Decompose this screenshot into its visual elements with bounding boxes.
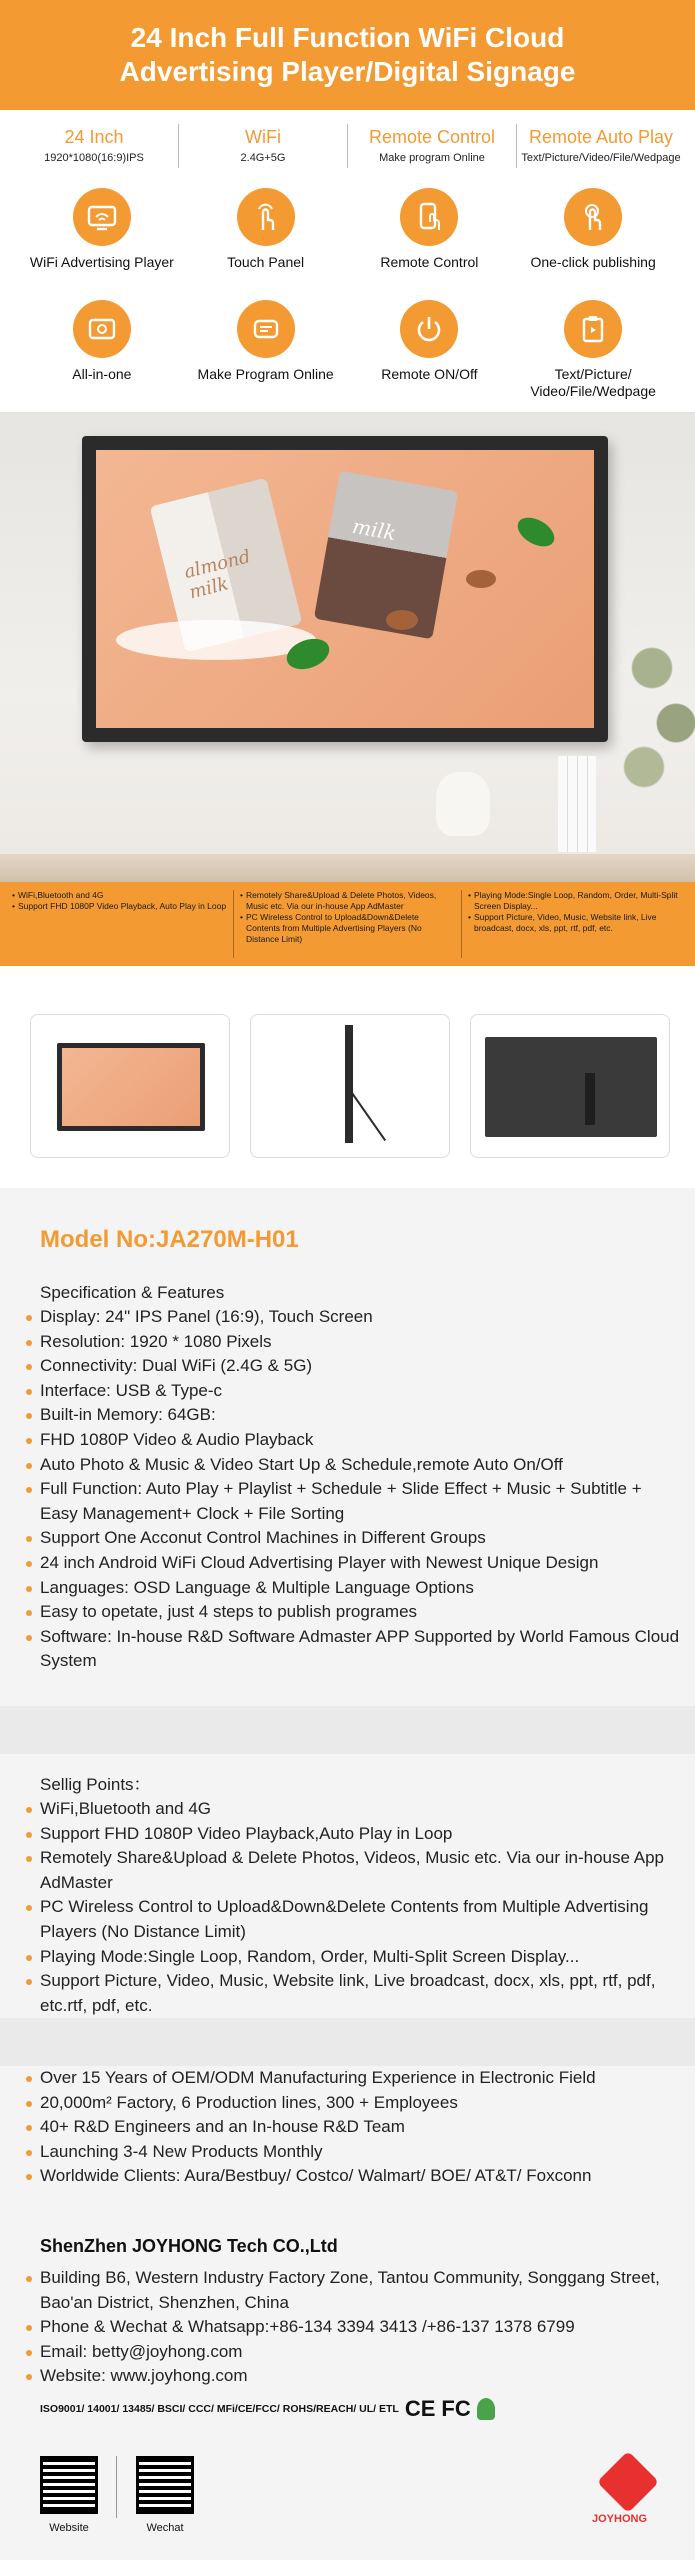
band-bullet: • Support Picture, Video, Music, Website link, Live broadcast, docx, xls, ppt, rtf, pdf, etc.	[468, 912, 683, 934]
feature-title: Remote Control	[368, 126, 496, 147]
brand-name: JOYHONG	[592, 2513, 648, 2525]
company-point: Launching 3-4 New Products Monthly	[24, 2140, 684, 2165]
spec-item: Software: In-house R&D Software Admaster APP Supported by World Famous Cloud System	[24, 1625, 684, 1674]
cert-list: ISO9001/ 14001/ 13485/ BSCI/ CCC/ MFi/CE/FCC/ ROHS/REACH/ UL/ ETL	[40, 2403, 399, 2415]
thumb-stand	[351, 1092, 386, 1141]
feature-icon-label: Touch Panel	[227, 254, 305, 270]
feature-sub: Text/Picture/Video/File/Wedpage	[521, 151, 681, 164]
qr-label-website: Website	[49, 2522, 89, 2534]
plant-decoration	[620, 602, 695, 822]
spec-item: Languages: OSD Language & Multiple Language Options	[24, 1576, 684, 1601]
clipboard-icon	[564, 300, 622, 358]
selling-item: Playing Mode:Single Loop, Random, Order, Multi-Split Screen Display...	[24, 1945, 684, 1970]
selling-item: WiFi,Bluetooth and 4G	[24, 1797, 684, 1822]
thumb-back-stand	[585, 1073, 595, 1125]
company-point: 20,000m² Factory, 6 Production lines, 300 + Employees	[24, 2091, 684, 2116]
band-bullet: • Playing Mode:Single Loop, Random, Order, Multi-Split Screen Display...	[468, 890, 683, 912]
feature-sub: Make program Online	[379, 151, 485, 164]
carton-label: milk	[350, 513, 398, 546]
thumbnail-front[interactable]	[30, 1014, 230, 1158]
feature-icon-label: Make Program Online	[197, 366, 334, 382]
divider-band	[0, 2018, 695, 2066]
feature-icon-label: Remote ON/Off	[381, 366, 478, 382]
spec-item: 24 inch Android WiFi Cloud Advertising Player with Newest Unique Design	[24, 1551, 684, 1576]
thumbnail-back[interactable]	[470, 1014, 670, 1158]
band-bullet: • Remotely Share&Upload & Delete Photos, Videos, Music etc. Via our in-house App AdMaster	[240, 890, 455, 912]
product-thumbnails	[30, 1014, 670, 1158]
phone-remote-icon	[400, 188, 458, 246]
spec-list	[24, 1280, 684, 1674]
spec-item: Resolution: 1920 * 1080 Pixels	[24, 1330, 684, 1355]
wooden-shelf	[0, 854, 695, 882]
feature-icon-item	[184, 188, 348, 288]
hand-touch-icon	[237, 188, 295, 246]
spec-item: Connectivity: Dual WiFi (2.4G & 5G)	[24, 1354, 684, 1379]
feature-icon-item	[348, 188, 512, 288]
contact-address: Building B6, Western Industry Factory Zone, Tantou Community, Songgang Street, Bao'an District, Shenzhen, China	[24, 2266, 684, 2315]
selling-item: Support FHD 1080P Video Playback,Auto Play in Loop	[24, 1822, 684, 1847]
monitor-screen	[96, 450, 594, 728]
band-column	[6, 890, 234, 958]
carton-label: almond milk	[182, 546, 253, 604]
feature-icon-item	[184, 300, 348, 400]
power-icon	[400, 300, 458, 358]
spec-item: Easy to opetate, just 4 steps to publish programes	[24, 1600, 684, 1625]
feature-icon-label: Text/Picture/ Video/File/Wedpage	[530, 366, 656, 399]
band-bullet: • WiFi,Bluetooth and 4G	[12, 890, 227, 901]
selling-points-band	[0, 882, 695, 966]
model-number: Model No:JA270M-H01	[40, 1226, 299, 1253]
product-monitor-image	[82, 436, 608, 742]
feature-title: Remote Auto Play	[528, 126, 674, 147]
milk-carton	[314, 471, 458, 640]
selling-item: Remotely Share&Upload & Delete Photos, Videos, Music etc. Via our in-house App AdMaster	[24, 1846, 684, 1895]
qr-divider	[116, 2456, 117, 2518]
feature-icon-item	[20, 300, 184, 400]
header-title-line2: Advertising Player/Digital Signage	[119, 56, 576, 87]
brand-logo-icon	[597, 2451, 659, 2513]
feature-row	[0, 110, 695, 182]
company-name: ShenZhen JOYHONG Tech CO.,Ltd	[40, 2236, 338, 2256]
milk-splash	[116, 620, 316, 660]
thumb-monitor	[57, 1043, 205, 1131]
company-point: Over 15 Years of OEM/ODM Manufacturing Experience in Electronic Field	[24, 2066, 684, 2091]
qr-label-wechat: Wechat	[146, 2522, 184, 2534]
selling-item: Support Picture, Video, Music, Website link, Live broadcast, docx, xls, ppt, rtf, pdf, etc.rtf, pdf, etc.	[24, 1969, 684, 2018]
feature-icon-item	[511, 300, 675, 400]
band-column	[462, 890, 689, 958]
rohs-leaf-icon	[477, 2398, 495, 2420]
feature-remote-play	[517, 124, 685, 168]
header-title-line1: 24 Inch Full Function WiFi Cloud	[130, 22, 565, 53]
almond	[466, 570, 496, 588]
spec-heading: Specification & Features	[40, 1283, 225, 1302]
selling-item: PC Wireless Control to Upload&Down&Delete Contents from Multiple Advertising Players (No Distance Limit)	[24, 1895, 684, 1944]
feature-title: WiFi	[245, 126, 281, 147]
company-points-list	[24, 2066, 684, 2189]
spec-item: Full Function: Auto Play + Playlist + Schedule + Slide Effect + Music + Subtitle + Easy Management+ Clock + File Sorting	[24, 1477, 684, 1526]
company-point: 40+ R&D Engineers and an In-house R&D Team	[24, 2115, 684, 2140]
divider-band	[0, 1706, 695, 1754]
books-decoration	[558, 756, 596, 852]
band-bullet: • Support FHD 1080P Video Playback, Auto Play in Loop	[12, 901, 227, 912]
spec-item: Support One Acconut Control Machines in Different Groups	[24, 1526, 684, 1551]
thumb-back-panel	[485, 1037, 657, 1137]
contact-website[interactable]: Website: www.joyhong.com	[24, 2364, 684, 2389]
thumb-side-edge	[345, 1025, 353, 1143]
feature-icon-label: One-click publishing	[530, 254, 656, 270]
contact-phone: Phone & Wechat & Whatsapp:+86-134 3394 3413 /+86-137 1378 6799	[24, 2315, 684, 2340]
contact-list	[24, 2266, 684, 2389]
certifications	[40, 2396, 495, 2422]
website-qr-code	[40, 2456, 98, 2514]
feature-icon-item	[20, 188, 184, 288]
wifi-tv-icon	[73, 188, 131, 246]
leaf	[513, 512, 560, 553]
band-bullet: • PC Wireless Control to Upload&Down&Delete Contents from Multiple Advertising Players (No Distance Limit)	[240, 912, 455, 945]
click-hand-icon	[564, 188, 622, 246]
almond	[386, 610, 418, 630]
feature-icon-item	[511, 188, 675, 288]
company-point: Worldwide Clients: Aura/Bestbuy/ Costco/ Walmart/ BOE/ AT&T/ Foxconn	[24, 2164, 684, 2189]
feature-sub: 1920*1080(16:9)IPS	[44, 151, 144, 164]
fc-mark: FC	[441, 2396, 471, 2421]
feature-icon-label: Remote Control	[380, 254, 479, 270]
selling-list	[24, 1772, 684, 2018]
spec-section	[0, 1188, 695, 2560]
spec-item: Built-in Memory: 64GB:	[24, 1403, 684, 1428]
feature-icon-label: All-in-one	[72, 366, 132, 382]
wechat-qr-code	[136, 2456, 194, 2514]
feature-icon-label: WiFi Advertising Player	[29, 254, 174, 270]
feature-sub: 2.4G+5G	[240, 151, 286, 164]
feature-icons-grid	[0, 182, 695, 400]
thumbnail-side[interactable]	[250, 1014, 450, 1158]
cloud-icon	[237, 300, 295, 358]
feature-wifi	[179, 124, 348, 168]
spec-item: Auto Photo & Music & Video Start Up & Schedule,remote Auto On/Off	[24, 1453, 684, 1478]
spec-item: Display: 24" IPS Panel (16:9), Touch Screen	[24, 1305, 684, 1330]
thumb-screen	[62, 1048, 200, 1126]
header-banner	[0, 0, 695, 110]
feature-size	[10, 124, 179, 168]
feature-remote-control	[348, 124, 517, 168]
spec-item: FHD 1080P Video & Audio Playback	[24, 1428, 684, 1453]
feature-title: 24 Inch	[64, 126, 124, 147]
ce-mark: CE	[404, 2396, 436, 2421]
feature-icon-item	[348, 300, 512, 400]
monitor-icon	[73, 300, 131, 358]
selling-heading: Sellig Points：	[40, 1775, 151, 1794]
band-column	[234, 890, 462, 958]
spec-item: Interface: USB & Type-c	[24, 1379, 684, 1404]
vase-decoration	[436, 772, 490, 836]
product-scene	[0, 412, 695, 882]
contact-email[interactable]: Email: betty@joyhong.com	[24, 2340, 684, 2365]
